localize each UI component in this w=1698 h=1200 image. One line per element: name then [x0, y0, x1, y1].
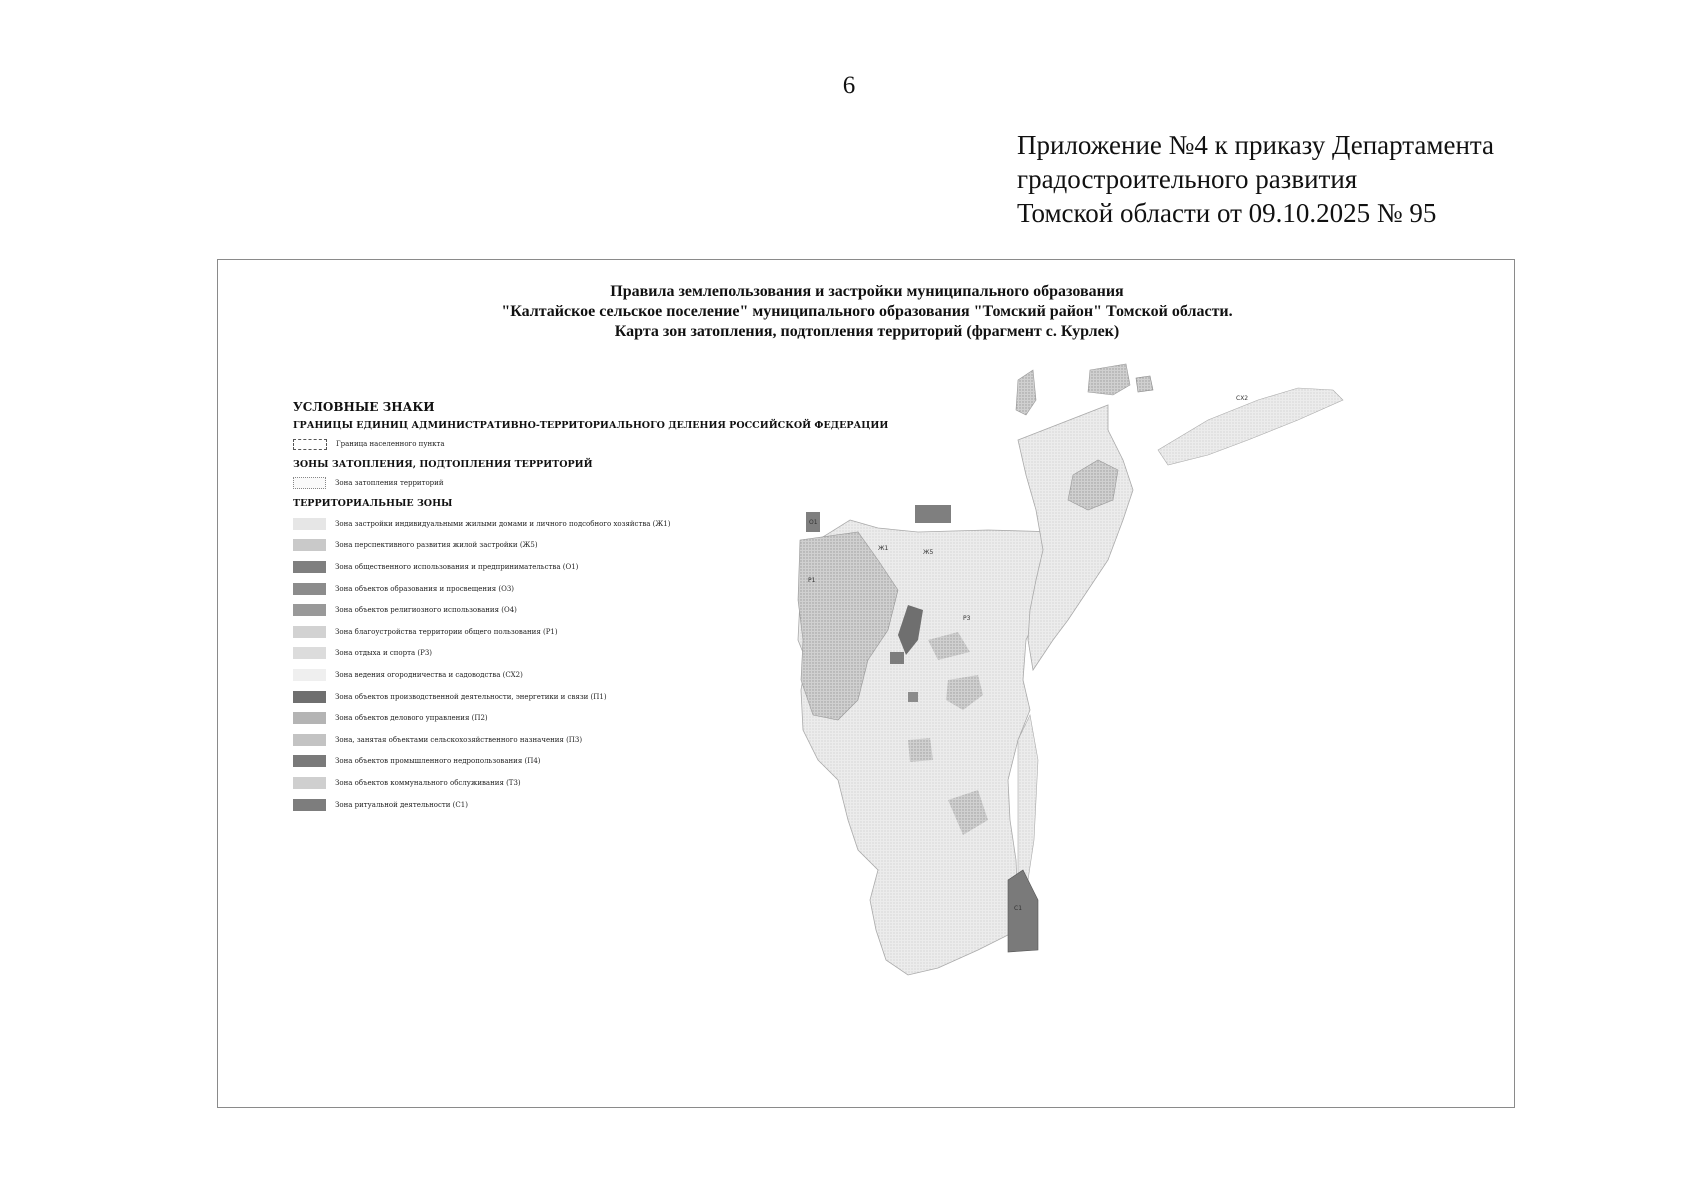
- legend-zone-item: [293, 621, 993, 643]
- annex-header: [1017, 128, 1494, 230]
- legend-zone-label: Зона общественного использования и предпринимательства (О1): [335, 562, 579, 571]
- zone-swatch: [293, 583, 326, 595]
- zone-garden-sx2: [1158, 388, 1343, 465]
- map-label-p1-west: Р1: [808, 577, 816, 584]
- boundary-swatch: [293, 439, 327, 450]
- legend-zone-item: [293, 772, 993, 794]
- legend-boundaries-title: ГРАНИЦЫ ЕДИНИЦ АДМИНИСТРАТИВНО-ТЕРРИТОРИАЛЬНОГО ДЕЛЕНИЯ РОССИЙСКОЙ ФЕДЕРАЦИИ: [293, 420, 889, 431]
- legend-zone-label: Зона объектов производственной деятельности, энергетики и связи (П1): [335, 692, 607, 701]
- legend-item-label: Граница населенного пункта: [336, 440, 445, 448]
- zone-parcel-north-3: [1136, 376, 1153, 392]
- zone-swatch: [293, 561, 326, 573]
- legend-zone-item: [293, 643, 993, 665]
- legend-zone-label: Зона перспективного развития жилой застройки (Ж5): [335, 541, 538, 550]
- zone-swatch: [293, 777, 326, 789]
- legend-item-boundary: [293, 435, 993, 453]
- legend-zone-label: Зона объектов коммунального обслуживания (Т3): [335, 778, 521, 787]
- map-title-line-1: Правила землепользования и застройки муниципального образования: [610, 283, 1124, 300]
- legend-heading: УСЛОВНЫЕ ЗНАКИ: [293, 400, 435, 414]
- zone-swatch: [293, 734, 326, 746]
- annex-line-2: градостроительного развития: [1017, 164, 1358, 194]
- map-label-sx2: СХ2: [1236, 395, 1249, 402]
- zone-parcel-north-2: [1088, 364, 1130, 395]
- map-title: [218, 282, 1516, 342]
- legend-zone-label: Зона ритуальной деятельности (С1): [335, 800, 468, 809]
- zone-swatch: [293, 712, 326, 724]
- zone-swatch: [293, 604, 326, 616]
- zone-swatch: [293, 626, 326, 638]
- legend-zone-label: Зона объектов делового управления (П2): [335, 714, 488, 723]
- legend-zone-item: [293, 686, 993, 708]
- legend-zone-label: Зона застройки индивидуальными жилыми домами и личного подсобного хозяйства (Ж1): [335, 519, 671, 528]
- legend-zone-item: [293, 578, 993, 600]
- legend-zone-label: Зона благоустройства территории общего пользования (Р1): [335, 627, 558, 636]
- legend-item-flood: [293, 474, 993, 492]
- legend-zone-label: Зона отдыха и спорта (Р3): [335, 649, 433, 658]
- annex-line-3: Томской области от 09.10.2025 № 95: [1017, 198, 1437, 228]
- map-label-zh5: Ж5: [923, 549, 934, 556]
- map-label-c1: С1: [1014, 905, 1023, 912]
- legend-zone-list: [293, 513, 993, 815]
- zone-swatch: [293, 799, 326, 811]
- legend-zone-item: [293, 599, 993, 621]
- map-label-o1: О1: [809, 519, 818, 526]
- legend-zone-item: [293, 794, 993, 816]
- legend-zone-label: Зона ведения огородничества и садоводства (СХ2): [335, 670, 523, 679]
- legend-zone-label: Зона объектов промышленного недропользования (П4): [335, 757, 541, 766]
- legend-zone-item: [293, 751, 993, 773]
- map-legend: [293, 400, 993, 815]
- flood-swatch: [293, 477, 326, 489]
- legend-item-label: Зона затопления территорий: [335, 479, 444, 487]
- legend-flood-title: ЗОНЫ ЗАТОПЛЕНИЯ, ПОДТОПЛЕНИЯ ТЕРРИТОРИЙ: [293, 459, 593, 470]
- map-label-zh1: Ж1: [878, 545, 889, 552]
- legend-zone-label: Зона объектов образования и просвещения (О3): [335, 584, 515, 593]
- zone-swatch: [293, 647, 326, 659]
- legend-zone-item: [293, 729, 993, 751]
- zone-swatch: [293, 539, 326, 551]
- map-label-p3: Р3: [963, 615, 971, 622]
- legend-zone-item: [293, 707, 993, 729]
- page-number: 6: [842, 72, 856, 99]
- zone-swatch: [293, 518, 326, 530]
- map-title-line-3: Карта зон затопления, подтопления территорий (фрагмент с. Курлек): [614, 323, 1120, 340]
- map-frame: [217, 259, 1515, 1108]
- legend-zone-item: [293, 556, 993, 578]
- zone-utility-south: [1008, 870, 1038, 952]
- legend-zone-label: Зона, занятая объектами сельскохозяйственного назначения (П3): [335, 735, 583, 744]
- legend-zone-item: [293, 535, 993, 557]
- zone-parcel-north-1: [1016, 370, 1036, 415]
- legend-zone-item: [293, 664, 993, 686]
- legend-zone-item: [293, 513, 993, 535]
- legend-zone-label: Зона объектов религиозного использования (О4): [335, 606, 517, 615]
- annex-line-1: Приложение №4 к приказу Департамента: [1017, 130, 1495, 160]
- zone-swatch: [293, 755, 326, 767]
- legend-zones-title: ТЕРРИТОРИАЛЬНЫЕ ЗОНЫ: [293, 498, 453, 509]
- map-title-line-2: "Калтайское сельское поселение" муниципального образования "Томский район" Томской области.: [501, 303, 1233, 320]
- zone-swatch: [293, 669, 326, 681]
- zone-swatch: [293, 691, 326, 703]
